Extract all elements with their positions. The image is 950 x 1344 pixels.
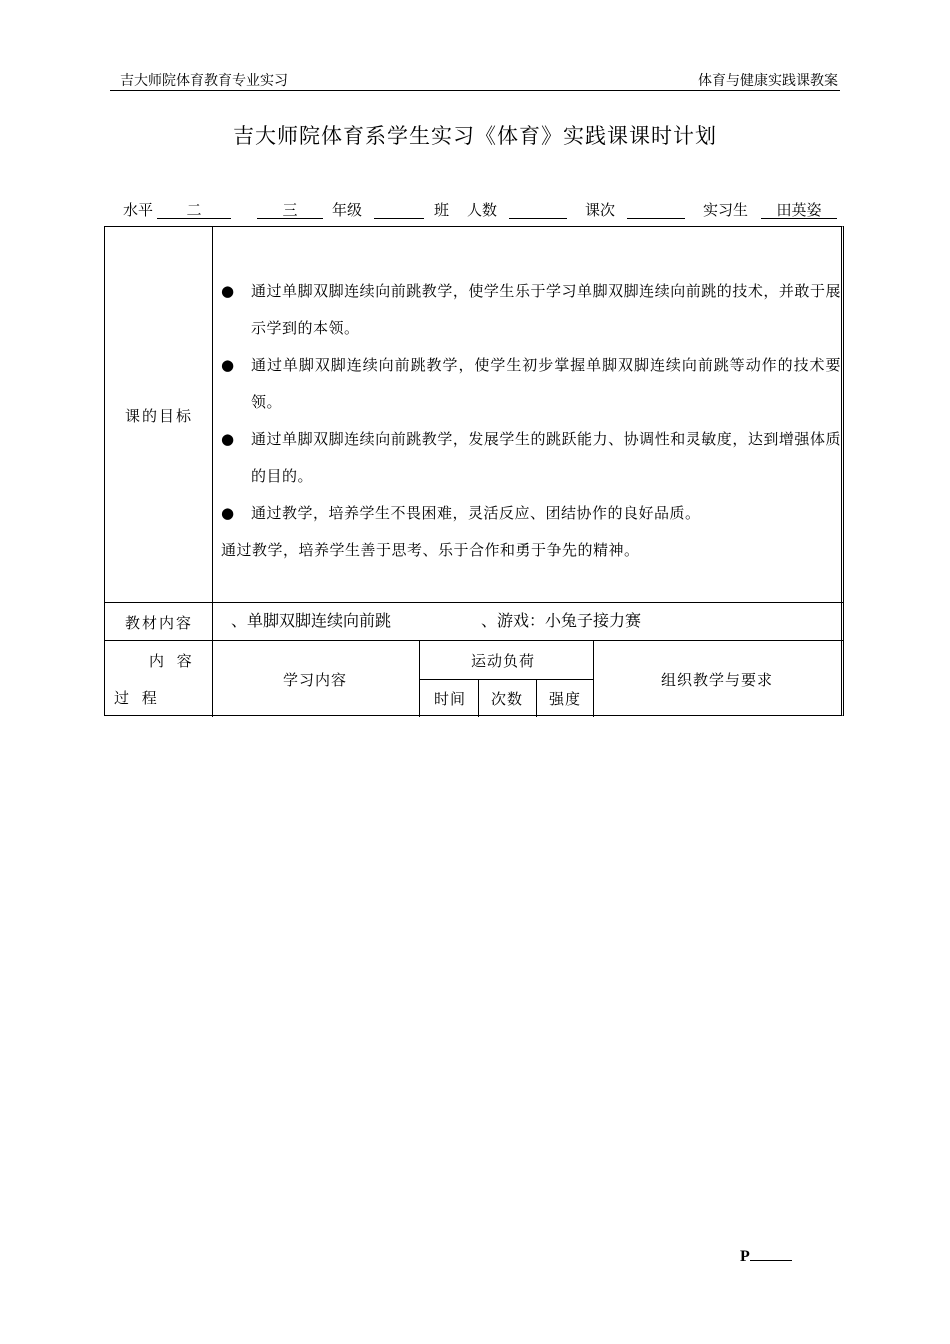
lesson-label: 课次	[585, 201, 616, 219]
goal-item	[221, 273, 841, 347]
time-header: 时间	[434, 690, 467, 708]
goal-text: 通过单脚双脚连续向前跳教学，使学生乐于学习单脚双脚连续向前跳的技术，并敢于展示学到的本领。	[251, 282, 841, 337]
page-number-blank	[750, 1246, 792, 1261]
header-left-text: 吉大师院体育教育专业实习	[120, 74, 288, 89]
process-label-bottom: 过 程	[114, 689, 161, 707]
document-title: 吉大师院体育系学生实习《体育》实践课课时计划	[233, 124, 717, 148]
intensity-header: 强度	[549, 690, 582, 708]
column-divider-times	[536, 679, 537, 717]
grade-label: 年级	[332, 201, 363, 219]
lesson-plan-table	[104, 226, 844, 716]
goal-text: 通过单脚双脚连续向前跳教学，发展学生的跳跃能力、协调性和灵敏度，达到增强体质的目的。	[251, 430, 841, 485]
load-header: 运动负荷	[471, 652, 536, 670]
goal-item	[221, 495, 841, 532]
row-divider-goals	[105, 602, 843, 603]
info-line	[123, 199, 843, 221]
lesson-blank	[627, 199, 685, 219]
row-divider-materials	[105, 640, 843, 641]
count-label: 人数	[467, 201, 498, 219]
goal-plain-text: 通过教学，培养学生善于思考、乐于合作和勇于争先的精神。	[221, 541, 640, 559]
bullet-icon: ●	[221, 430, 235, 448]
bullet-icon: ●	[221, 504, 235, 522]
content-header: 学习内容	[283, 671, 348, 689]
goals-label: 课的目标	[125, 407, 194, 425]
goals-list	[221, 273, 841, 569]
level-value: 二	[157, 199, 231, 219]
intern-label: 实习生	[703, 201, 749, 219]
page-header	[110, 68, 840, 91]
materials-item-1: 、单脚双脚连续向前跳	[231, 611, 392, 630]
bullet-icon: ●	[221, 282, 235, 300]
column-divider-time	[478, 679, 479, 717]
goal-item	[221, 421, 841, 495]
materials-item-2: 、游戏：小兔子接力赛	[481, 611, 642, 630]
column-divider	[212, 227, 213, 717]
level-label: 水平	[123, 201, 154, 219]
grade-value: 三	[257, 199, 323, 219]
goal-item	[221, 347, 841, 421]
goal-text: 通过教学，培养学生不畏困难，灵活反应、团结协作的良好品质。	[251, 504, 701, 522]
column-divider-load	[593, 640, 594, 717]
bullet-icon: ●	[221, 356, 235, 374]
row-divider-load	[419, 679, 593, 680]
class-label: 班	[434, 201, 450, 219]
times-header: 次数	[491, 690, 524, 708]
goal-text: 通过单脚双脚连续向前跳教学，使学生初步掌握单脚双脚连续向前跳等动作的技术要领。	[251, 356, 841, 411]
page-number-label: P	[740, 1248, 750, 1265]
class-blank	[374, 199, 424, 219]
process-label-top: 内 容	[149, 652, 196, 670]
header-right-text: 体育与健康实践课教案	[698, 74, 838, 89]
count-blank	[509, 199, 567, 219]
materials-label: 教材内容	[125, 614, 194, 632]
page-number	[740, 1246, 792, 1266]
org-header: 组织教学与要求	[661, 671, 774, 689]
intern-value: 田英姿	[761, 199, 837, 219]
